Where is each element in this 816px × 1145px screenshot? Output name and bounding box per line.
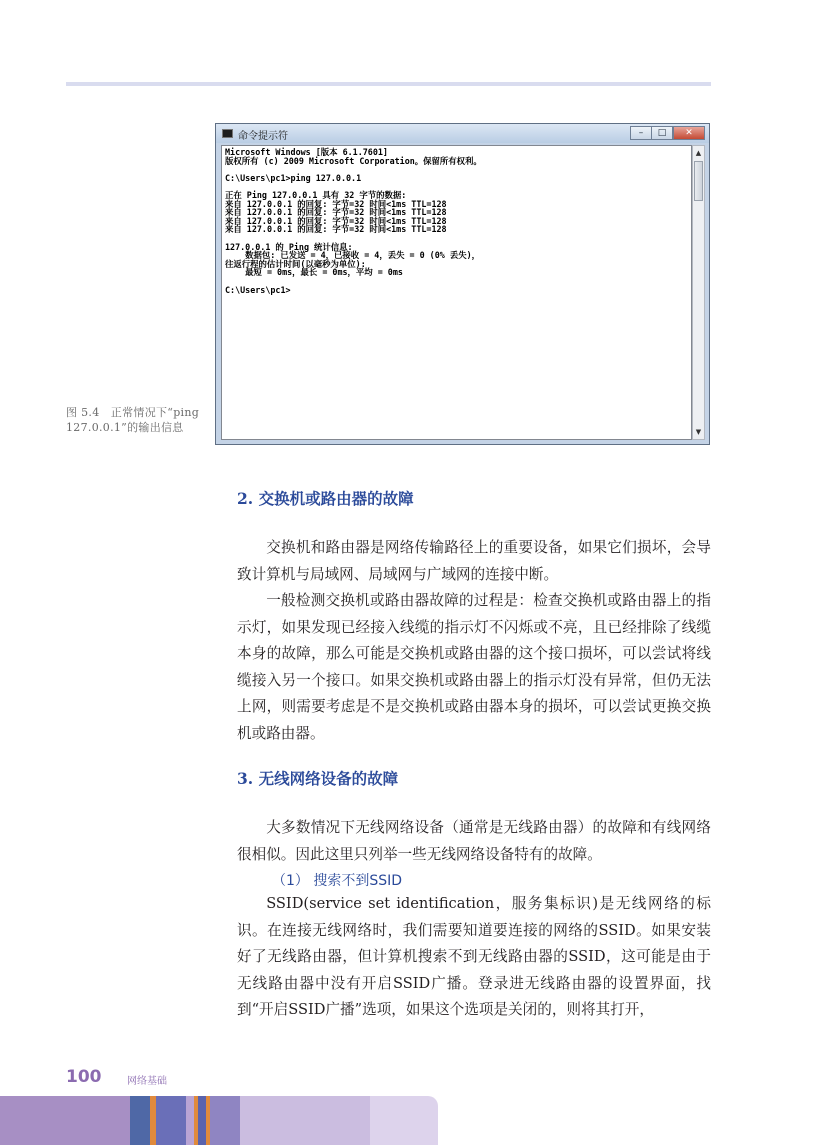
terminal-output[interactable] — [221, 145, 692, 440]
terminal-line: 往返行程的估计时间(以毫秒为单位): — [225, 258, 366, 269]
section-heading-switch-router: 2. 交换机或路由器的故障 — [237, 489, 414, 508]
running-title: 网络基础 — [127, 1076, 167, 1087]
terminal-line — [225, 277, 688, 286]
terminal-line: 127.0.0.1 的 Ping 统计信息: — [225, 241, 353, 252]
vertical-scrollbar[interactable] — [692, 145, 705, 440]
terminal-icon — [222, 129, 233, 138]
page-number: 100 — [66, 1067, 102, 1087]
terminal-line: 来自 127.0.0.1 的回复: 字节=32 时间<1ms TTL=128 — [225, 198, 447, 209]
command-prompt-window — [215, 123, 710, 445]
scroll-down-arrow-icon[interactable]: ▼ — [695, 428, 702, 436]
minimize-button[interactable]: – — [630, 126, 652, 140]
terminal-line: C:\Users\pc1>ping 127.0.0.1 — [225, 172, 362, 183]
window-titlebar[interactable] — [216, 124, 709, 143]
terminal-line: 正在 Ping 127.0.0.1 具有 32 字节的数据: — [225, 189, 407, 200]
terminal-line: 来自 127.0.0.1 的回复: 字节=32 时间<1ms TTL=128 — [225, 215, 447, 226]
paragraph: 交换机和路由器是网络传输路径上的重要设备，如果它们损坏，会导致计算机与局域网、局域网与广域网的连接中断。 — [237, 539, 711, 583]
scroll-up-arrow-icon[interactable]: ▲ — [695, 149, 702, 157]
window-title: 命令提示符 — [238, 131, 288, 142]
paragraph: 大多数情况下无线网络设备（通常是无线路由器）的故障和有线网络很相似。因此这里只列举一些无线网络设备特有的故障。 — [237, 819, 711, 863]
terminal-line: Microsoft Windows [版本 6.1.7601] — [225, 147, 388, 157]
terminal-line: 版权所有 (c) 2009 Microsoft Corporation。保留所有权利。 — [225, 155, 482, 166]
top-rule — [66, 82, 711, 86]
footer-decoration — [0, 1096, 816, 1145]
figure-caption: 图 5.4 正常情况下“ping 127.0.0.1”的输出信息 — [66, 406, 200, 434]
close-button[interactable]: ✕ — [673, 126, 705, 140]
maximize-button[interactable]: □ — [651, 126, 673, 140]
paragraph: 一般检测交换机或路由器故障的过程是：检查交换机或路由器上的指示灯，如果发现已经接入线缆的指示灯不闪烁或不亮，且已经排除了线缆本身的故障，那么可能是交换机或路由器的这个接口损坏，可以尝试将线缆接入另一个接口。如果交换机或路由器上的指示灯没有异常，但仍无法上网，则需要考虑是不是交换机或路由器本身的损坏，可以尝试更换交换机或路由器。 — [237, 592, 711, 742]
terminal-prompt: C:\Users\pc1> — [225, 284, 291, 295]
paragraph: SSID(service set identification，服务集标识)是无线网络的标识。在连接无线网络时，我们需要知道要连接的网络的SSID。如果安装好了无线路由器，但计算机搜索不到无线路由器的SSID，这可能是由于无线路由器中没有开启SSID广播。登录进无线路由器的设置界面，找到“开启SSID广播”选项，如果这个选项是关闭的，则将其打开， — [237, 895, 711, 1018]
scrollbar-thumb[interactable] — [694, 161, 703, 201]
terminal-line: 来自 127.0.0.1 的回复: 字节=32 时间<1ms TTL=128 — [225, 224, 447, 235]
terminal-line: 来自 127.0.0.1 的回复: 字节=32 时间<1ms TTL=128 — [225, 207, 447, 218]
terminal-line: 数据包: 已发送 = 4，已接收 = 4，丢失 = 0 (0% 丢失)， — [225, 250, 481, 261]
terminal-line: 最短 = 0ms，最长 = 0ms，平均 = 0ms — [225, 267, 403, 278]
subheading-ssid: （1） 搜索不到SSID — [272, 873, 403, 889]
section-heading-wireless: 3. 无线网络设备的故障 — [237, 769, 399, 788]
